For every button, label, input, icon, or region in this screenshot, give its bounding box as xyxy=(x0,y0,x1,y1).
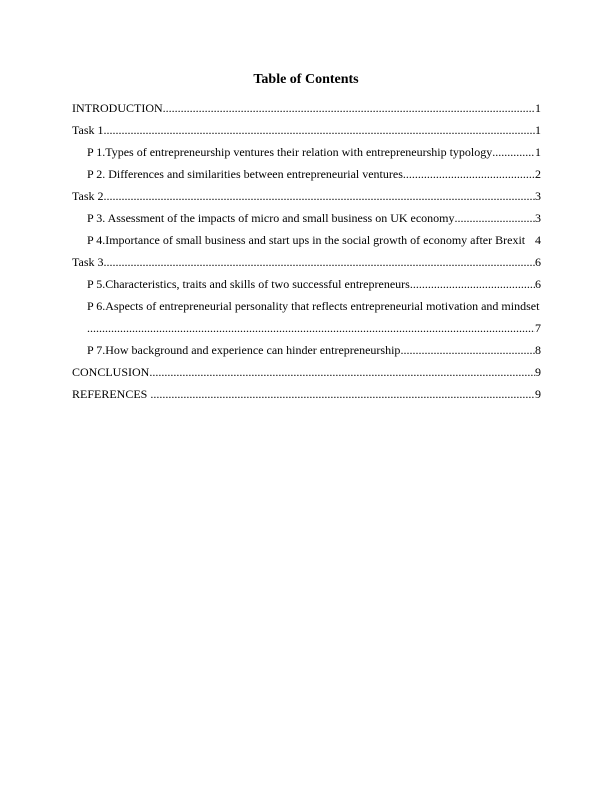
toc-entry-page: 4 xyxy=(535,233,541,247)
toc-entry-task-3[interactable] xyxy=(72,255,541,269)
toc-entry-page: 1 xyxy=(535,145,541,159)
toc-entry-page: 1 xyxy=(535,123,541,137)
toc-leader-dots xyxy=(403,167,535,181)
toc-entry-page: 9 xyxy=(535,387,541,401)
toc-leader-dots xyxy=(87,321,535,335)
toc-entry-introduction[interactable] xyxy=(72,101,541,115)
toc-entry-label: P 4.Importance of small business and start ups in the social growth of economy after Brexit xyxy=(87,233,526,247)
toc-entry-p5[interactable] xyxy=(72,277,541,291)
toc-entry-references[interactable] xyxy=(72,387,541,401)
toc-entry-label: INTRODUCTION xyxy=(72,101,163,115)
toc-entry-continuation xyxy=(87,321,541,335)
toc-entry-p3[interactable] xyxy=(72,211,541,225)
toc-entry-label: Task 3 xyxy=(72,255,104,269)
toc-leader-dots xyxy=(149,365,535,379)
toc-entry-label: CONCLUSION xyxy=(72,365,150,379)
toc-entry-p2[interactable] xyxy=(72,167,541,181)
toc-entry-page: 3 xyxy=(535,211,541,225)
toc-entry-page: 7 xyxy=(535,321,541,335)
toc-entry-page: 6 xyxy=(535,255,541,269)
toc-leader-dots xyxy=(150,387,535,401)
toc-entry-label: P 6.Aspects of entrepreneurial personality that reflects entrepreneurial motivation and mindset xyxy=(87,299,540,313)
toc-entry-p1[interactable] xyxy=(72,145,541,159)
toc-leader-dots xyxy=(163,101,535,115)
toc-entry-label: P 5.Characteristics, traits and skills of two successful entrepreneurs xyxy=(87,277,410,291)
toc-entry-label: P 3. Assessment of the impacts of micro and small business on UK economy xyxy=(87,211,455,225)
toc-entry-p6[interactable] xyxy=(72,299,541,335)
toc-entry-p7[interactable] xyxy=(72,343,541,357)
toc-list xyxy=(72,101,541,409)
toc-entry-conclusion[interactable] xyxy=(72,365,541,379)
toc-entry-page: 3 xyxy=(535,189,541,203)
toc-entry-label: REFERENCES xyxy=(72,387,151,401)
toc-entry-page: 2 xyxy=(535,167,541,181)
toc-leader-dots xyxy=(492,145,535,159)
toc-entry-page: 1 xyxy=(535,101,541,115)
toc-entry-task-1[interactable] xyxy=(72,123,541,137)
toc-entry-p4[interactable] xyxy=(72,233,541,247)
toc-entry-label: Task 1 xyxy=(72,123,104,137)
toc-entry-page: 6 xyxy=(535,277,541,291)
toc-leader-dots xyxy=(400,343,535,357)
toc-leader-dots xyxy=(410,277,535,291)
toc-entry-label: P 2. Differences and similarities between entrepreneurial ventures xyxy=(87,167,403,181)
toc-leader-dots xyxy=(104,189,536,203)
toc-entry-label: P 1.Types of entrepreneurship ventures their relation with entrepreneurship typology xyxy=(87,145,493,159)
toc-leader-dots xyxy=(104,255,536,269)
toc-entry-label: Task 2 xyxy=(72,189,104,203)
toc-entry-page: 9 xyxy=(535,365,541,379)
toc-title: Table of Contents xyxy=(253,72,359,87)
toc-leader-dots xyxy=(455,211,535,225)
toc-leader-dots xyxy=(104,123,536,137)
toc-entry-label: P 7.How background and experience can hinder entrepreneurship xyxy=(87,343,401,357)
toc-entry-task-2[interactable] xyxy=(72,189,541,203)
toc-entry-page: 8 xyxy=(535,343,541,357)
